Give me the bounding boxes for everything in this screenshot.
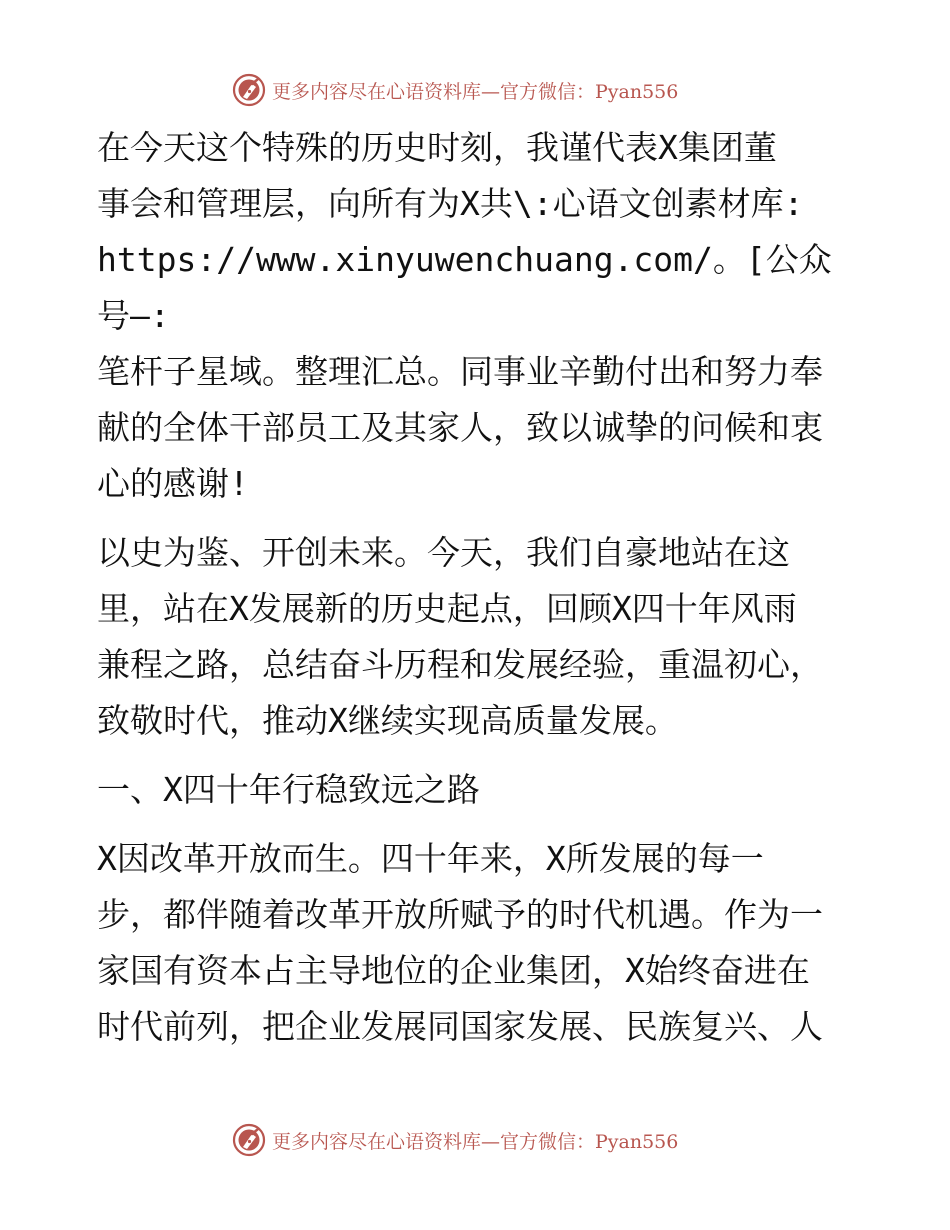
footer-watermark-banner (0, 1120, 950, 1160)
banner-promo-text: 更多内容尽在心语资料库—官方微信： (272, 80, 596, 103)
pen-nib-seal-icon (232, 1123, 266, 1157)
banner-wechat-id: Pyan556 (595, 1130, 679, 1153)
body-text (97, 120, 857, 1055)
banner-promo-text: 更多内容尽在心语资料库—官方微信： (272, 1130, 596, 1153)
paragraph-intro: 在今天这个特殊的历史时刻，我谨代表X集团董 事会和管理层，向所有为X共\:心语文创素材库: https://www.xinyuwenchuang.com/。[公众号—: 笔杆子星域。整理汇总。同事业辛勤付出和努力奉 献的全体干部员工及其家人，致以诚挚的问候和衷 心的感谢! (97, 128, 832, 503)
banner-wechat-id: Pyan556 (595, 80, 679, 103)
header-watermark-banner (0, 70, 950, 110)
paragraph-history: 以史为鉴、开创未来。今天，我们自豪地站在这 里，站在X发展新的历史起点，回顾X四十年风雨 兼程之路，总结奋斗历程和发展经验，重温初心， 致敬时代，推动X继续实现高质量发展。 (97, 533, 823, 740)
section-heading: 一、X四十年行稳致远之路 (97, 770, 480, 809)
paragraph-reform: X因改革开放而生。四十年来，X所发展的每一 步，都伴随着改革开放所赋予的时代机遇。作为一 家国有资本占主导地位的企业集团，X始终奋进在 时代前列，把企业发展同国家发展、民族复兴、人 (97, 839, 823, 1046)
pen-nib-seal-icon (232, 73, 266, 107)
